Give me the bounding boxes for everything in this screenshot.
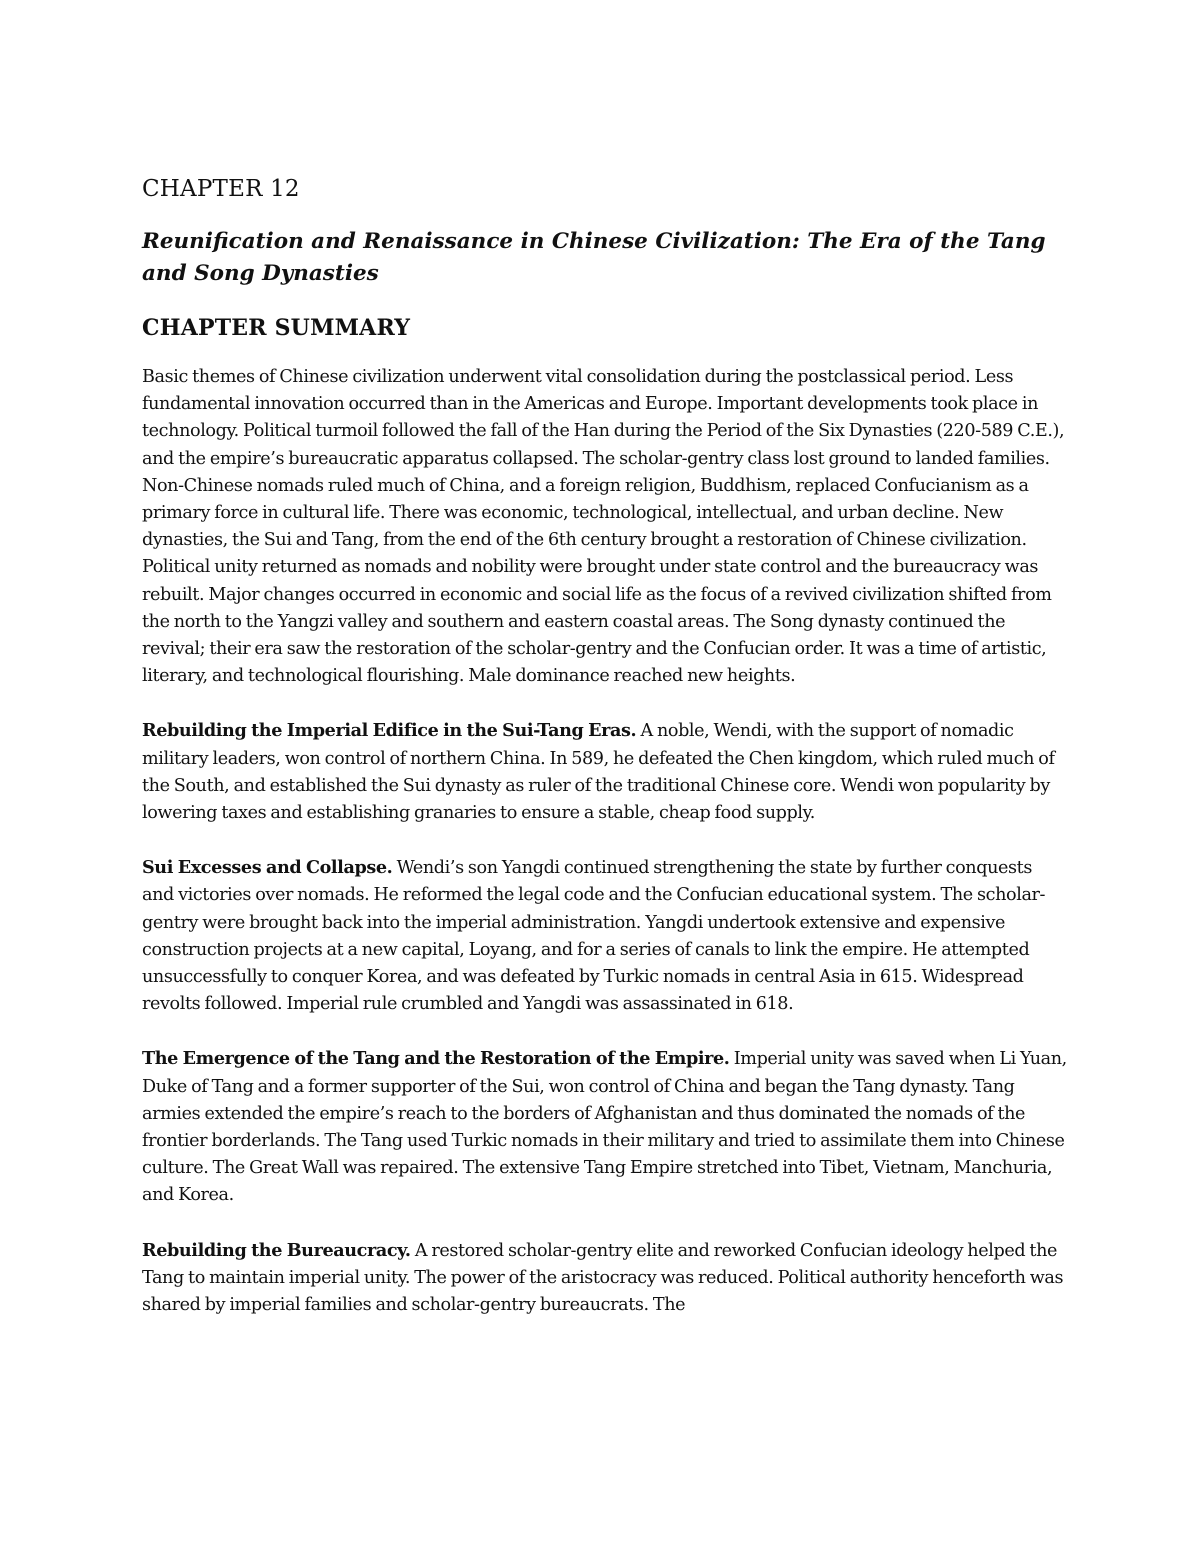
section-lead-heading: Rebuilding the Imperial Edifice in the Sui-Tang Eras. (142, 720, 637, 742)
section-lead-heading: Sui Excesses and Collapse. (142, 857, 393, 879)
section-body-text: Wendi’s son Yangdi continued strengthening the state by further conquests and victories over nomads. He reformed the legal code and the Confucian educational system. The scholar-gentry were brought back into the imperial administration. Yangdi undertook extensive and expensive construction projects at a new capital, Loyang, and for a series of canals to link the empire. He attempted unsuccessfully to conquer Korea, and was defeated by Turkic nomads in central Asia in 615. Widespread revolts followed. Imperial rule crumbled and Yangdi was assassinated in 618. (142, 858, 1046, 1015)
document-page (142, 176, 1067, 1319)
section-paragraph-sui-excesses (142, 854, 1067, 1018)
summary-intro-paragraph: Basic themes of Chinese civilization underwent vital consolidation during the postclassical period. Less fundamental innovation occurred than in the Americas and Europe. Important developments took place in technology. Political turmoil followed the fall of the Han during the Period of the Six Dynasties (220-589 C.E.), and the empire’s bureaucratic apparatus collapsed. The scholar-gentry class lost ground to landed families. Non-Chinese nomads ruled much of China, and a foreign religion, Buddhism, replaced Confucianism as a primary force in cultural life. There was economic, technological, intellectual, and urban decline. New dynasties, the Sui and Tang, from the end of the 6th century brought a restoration of Chinese civilization. Political unity returned as nomads and nobility were brought under state control and the bureaucracy was rebuilt. Major changes occurred in economic and social life as the focus of a revived civilization shifted from the north to the Yangzi valley and southern and eastern coastal areas. The Song dynasty continued the revival; their era saw the restoration of the scholar-gentry and the Confucian order. It was a time of artistic, literary, and technological flourishing. Male dominance reached new heights. (142, 367, 1065, 687)
section-body-text: Imperial unity was saved when Li Yuan, Duke of Tang and a former supporter of the Sui, won control of China and began the Tang dynasty. Tang armies extended the empire’s reach to the borders of Afghanistan and thus dominated the nomads of the frontier borderlands. The Tang used Turkic nomads in their military and tried to assimilate them into Chinese culture. The Great Wall was repaired. The extensive Tang Empire stretched into Tibet, Vietnam, Manchuria, and Korea. (142, 1049, 1067, 1206)
section-lead-heading: The Emergence of the Tang and the Restoration of the Empire. (142, 1048, 730, 1070)
section-paragraph-bureaucracy (142, 1237, 1067, 1320)
section-lead-heading: Rebuilding the Bureaucracy. (142, 1239, 411, 1261)
section-body-text: A restored scholar-gentry elite and reworked Confucian ideology helped the Tang to maintain imperial unity. The power of the aristocracy was reduced. Political authority henceforth was shared by imperial families and scholar-gentry bureaucrats. The (142, 1240, 1064, 1316)
section-paragraph-sui-tang-edifice (142, 717, 1067, 827)
chapter-number: CHAPTER 12 (142, 176, 300, 202)
section-body-text: A noble, Wendi, with the support of nomadic military leaders, won control of northern China. In 589, he defeated the Chen kingdom, which ruled much of the South, and established the Sui dynasty as ruler of the traditional Chinese core. Wendi won popularity by lowering taxes and establishing granaries to ensure a stable, cheap food supply. (142, 721, 1055, 824)
section-paragraph-tang-emergence (142, 1045, 1067, 1209)
chapter-title: Reunification and Renaissance in Chinese Civilization: The Era of the Tang and Song Dynasties (142, 229, 1046, 286)
chapter-summary-heading: CHAPTER SUMMARY (142, 315, 411, 341)
